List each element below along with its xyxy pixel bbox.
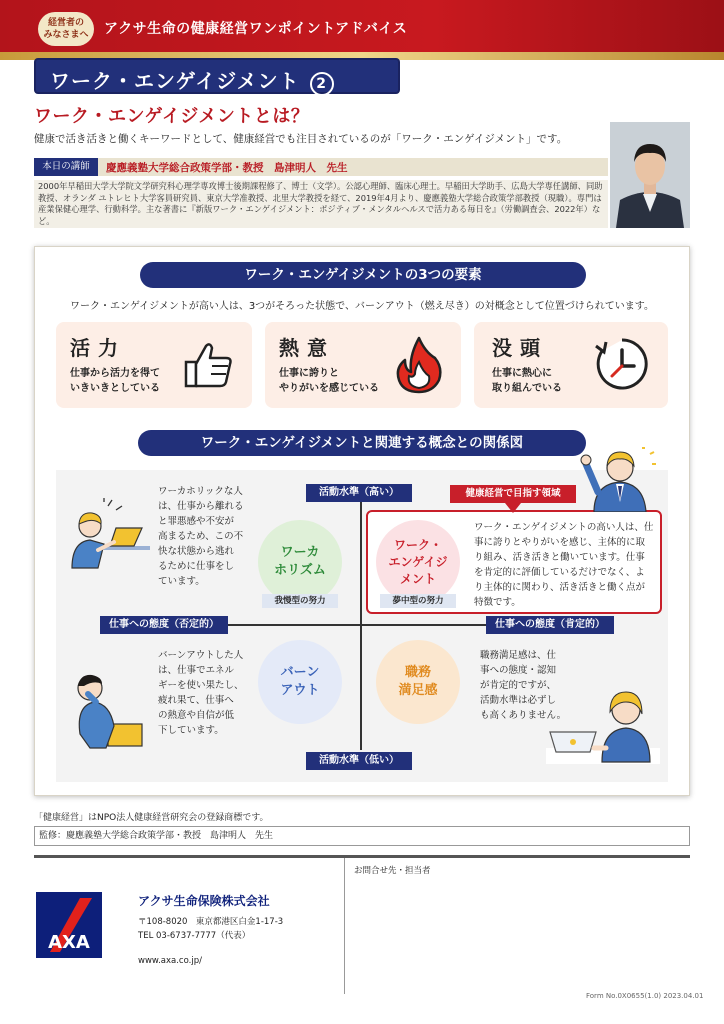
lecturer-tag: 本日の講師 <box>34 158 98 176</box>
burnout-person-icon <box>66 662 152 752</box>
note-engagement: ワーク・エンゲイジメントの高い人は、仕 事に誇りとやりがいを感じ、主体的に取 り組み、活き活きと働いています。仕事 を肯定的に評価しているだけでなく、よ り主体的に関わり、活き活きと働く点が 特徴です。 <box>474 522 654 608</box>
company-name: アクサ生命保険株式会社 <box>138 894 270 908</box>
goal-tag-pointer-icon <box>505 503 521 513</box>
workaholic-person-icon <box>64 498 154 574</box>
circle-burnout: バーン アウト <box>258 640 342 724</box>
vertical-axis-line <box>360 502 362 750</box>
card-desc: 仕事に熱心に 取り組んでいる <box>492 368 562 394</box>
page-title-box <box>34 58 400 94</box>
elements-heading: ワーク・エンゲイジメントの3つの要素 <box>140 262 586 288</box>
card-desc: 仕事から活力を得て いきいきとしている <box>70 368 160 394</box>
satisfied-worker-icon <box>546 672 660 764</box>
series-title: アクサ生命の健康経営ワンポイントアドバイス <box>104 21 408 37</box>
card-title: 活力 <box>70 336 126 360</box>
company-website[interactable]: www.axa.co.jp/ <box>138 956 202 966</box>
relation-heading: ワーク・エンゲイジメントと関連する概念との関係図 <box>138 430 586 456</box>
axis-label-low-activity: 活動水準（低い） <box>306 752 412 770</box>
elements-lead: ワーク・エンゲイジメントが高い人は、3つがそろった状態で、バーンアウト（燃え尽き）の対概念として位置づけられています。 <box>70 301 654 312</box>
flame-icon <box>391 334 447 394</box>
audience-badge: 経営者の みなさまへ <box>38 12 94 46</box>
company-address: 〒108-8020 東京都港区白金1-17-3 TEL 03-6737-7777（代表） <box>138 917 284 941</box>
effort-workaholism: 我慢型の努力 <box>262 594 338 608</box>
contact-label: お問合せ先・担当者 <box>354 866 431 876</box>
page-title: ワーク・エンゲイジメント <box>50 69 300 93</box>
axa-logo-text: AXA <box>48 932 90 953</box>
effort-engagement: 夢中型の努力 <box>380 594 456 608</box>
footer-divider <box>344 858 345 994</box>
lecturer-name: 慶應義塾大学総合政策学部・教授 島津明人 先生 <box>106 162 348 174</box>
supervisor-note: 監修：慶應義塾大学総合政策学部・教授 島津明人 先生 <box>34 826 690 846</box>
footer-rule <box>34 855 690 858</box>
axis-label-positive-attitude: 仕事への態度（肯定的） <box>486 616 614 634</box>
element-card-dedication <box>265 322 461 408</box>
card-title: 熱意 <box>279 336 335 360</box>
page-subtitle: ワーク・エンゲイジメントとは？ <box>34 106 310 127</box>
note-burnout: バーンアウトした人 は、仕事でエネル ギーを使い果たし、 疲れ果て、仕事へ の熱意や自信が低 下しています。 <box>158 650 244 736</box>
lecturer-bio: 2000年早稲田大学大学院文学研究科心理学専攻博士後期課程修了、博士（文学）。公認心理師、臨床心理士。早稲田大学助手、広島大学専任講師、同助教授、オランダ ユトレヒト大学客員研究員、東京大学准教授、北里大学教授を経て、2019年4月より、慶應義塾大学総合政策学部教授（現職）。専門は産業保健心理学、行動科学。主な著書に『新版ワーク・エンゲイジメント：ポジティブ・メンタルヘルスで活力ある毎日を』（労働調査会、2022年）など。 <box>34 180 608 228</box>
axis-label-high-activity: 活動水準（高い） <box>306 484 412 502</box>
card-desc: 仕事に誇りと やりがいを感じている <box>279 368 379 394</box>
axa-logo <box>36 892 102 958</box>
circle-engagement: ワーク・ エンゲイジ メント <box>376 520 460 604</box>
lecturer-photo <box>610 122 690 228</box>
trademark-note: 「健康経営」はNPO法人健康経営研究会の登録商標です。 <box>34 813 269 823</box>
note-job-satisfaction: 職務満足感は、仕 事への態度・認知 が肯定的ですが、 活動水準は必ずし も高くありません。 <box>480 650 567 721</box>
circle-job-satisfaction: 職務 満足感 <box>376 640 460 724</box>
cheering-businessman-icon <box>580 440 660 512</box>
thumbs-up-icon <box>180 336 236 392</box>
axis-label-negative-attitude: 仕事への態度（否定的） <box>100 616 228 634</box>
element-card-absorption <box>474 322 668 408</box>
circle-workaholism: ワーカ ホリズム <box>258 520 342 604</box>
intro-text: 健康で活き活きと働くキーワードとして、健康経営でも注目されているのが「ワーク・エンゲイジメント」です。 <box>34 133 568 145</box>
clock-icon <box>592 334 652 394</box>
note-workaholism: ワーカホリックな人 は、仕事から離れる と罪悪感や不安が 高まるため、この不 快な状態から逃れ るために仕事をし ています。 <box>158 486 244 587</box>
goal-region-tag: 健康経営で目指す領域 <box>450 485 576 503</box>
element-card-vigor <box>56 322 252 408</box>
title-number: 2 <box>310 72 334 96</box>
form-number: Form No.0X0655(1.0) 2023.04.01 <box>586 992 704 1000</box>
card-title: 没頭 <box>492 336 548 360</box>
